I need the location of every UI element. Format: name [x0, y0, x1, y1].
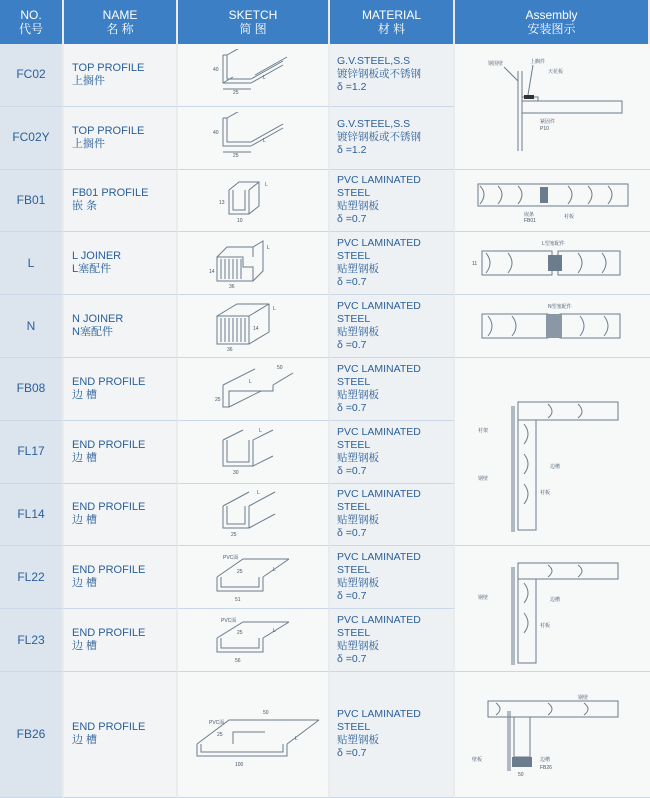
svg-text:紧固件: 紧固件	[539, 119, 555, 126]
svg-text:50: 50	[517, 772, 524, 778]
assembly-n	[455, 295, 650, 358]
svg-text:L: L	[267, 245, 270, 252]
svg-text:L: L	[257, 490, 260, 497]
svg-text:P10: P10	[539, 126, 549, 133]
svg-text:40: 40	[213, 66, 219, 73]
svg-text:L: L	[249, 378, 252, 385]
svg-text:N型塞配件: N型塞配件	[547, 304, 572, 311]
row-material: G.V.STEEL,S.S 镀锌钢板或不锈钢 δ =1.2	[330, 44, 455, 107]
row-name: END PROFILE 边 槽	[64, 484, 178, 547]
svg-text:30: 30	[233, 469, 239, 476]
row-material: PVC LAMINATED STEEL 贴塑钢板 δ =0.7	[330, 421, 455, 484]
row-no: FC02Y	[0, 107, 64, 170]
svg-text:上搁件: 上搁件	[529, 59, 545, 66]
sketch-fl22	[178, 546, 330, 609]
svg-text:FB01: FB01	[523, 218, 536, 225]
row-no: L	[0, 232, 64, 295]
row-material: PVC LAMINATED STEEL 贴塑钢板 δ =0.7	[330, 484, 455, 547]
header-name: NAME 名 称	[64, 0, 178, 44]
sketch-fc02	[178, 44, 330, 107]
svg-text:L: L	[265, 182, 268, 189]
svg-text:钢壁: 钢壁	[477, 594, 488, 601]
row-name: TOP PROFILE 上搁件	[64, 107, 178, 170]
svg-text:FB26: FB26	[539, 765, 552, 772]
svg-text:衬架: 衬架	[477, 427, 488, 434]
assembly-fl-b	[455, 546, 650, 672]
svg-text:L: L	[263, 74, 266, 81]
row-name: END PROFILE 边 槽	[64, 672, 178, 798]
svg-text:边槽: 边槽	[549, 463, 560, 470]
row-material: PVC LAMINATED STEEL 贴塑钢板 δ =0.7	[330, 358, 455, 421]
row-material: PVC LAMINATED STEEL 贴塑钢板 δ =0.7	[330, 672, 455, 798]
svg-text:L: L	[295, 736, 298, 743]
svg-text:PVC面: PVC面	[223, 555, 239, 562]
row-name: END PROFILE 边 槽	[64, 421, 178, 484]
svg-text:36: 36	[227, 347, 233, 353]
row-no: FB08	[0, 358, 64, 421]
row-no: FL17	[0, 421, 64, 484]
sketch-fl17	[178, 421, 330, 484]
svg-text:11: 11	[471, 261, 477, 268]
row-name: TOP PROFILE 上搁件	[64, 44, 178, 107]
svg-text:L: L	[273, 628, 276, 635]
row-no: FB01	[0, 170, 64, 233]
svg-text:边槽: 边槽	[539, 757, 550, 764]
header-material: MATERIAL 材 料	[330, 0, 455, 44]
row-material: PVC LAMINATED STEEL 贴塑钢板 δ =0.7	[330, 170, 455, 233]
svg-text:25: 25	[233, 152, 239, 159]
svg-text:25: 25	[233, 89, 239, 96]
assembly-fb26	[455, 672, 650, 798]
svg-text:边槽: 边槽	[549, 596, 560, 603]
svg-text:衬板: 衬板	[539, 622, 550, 629]
svg-text:51: 51	[235, 597, 241, 604]
svg-text:13: 13	[219, 200, 225, 207]
svg-text:衬板: 衬板	[539, 489, 550, 496]
svg-text:衬板: 衬板	[563, 214, 574, 221]
row-no: FC02	[0, 44, 64, 107]
row-name: END PROFILE 边 槽	[64, 609, 178, 672]
svg-text:L型塞配件: L型塞配件	[541, 241, 565, 248]
row-no: FL23	[0, 609, 64, 672]
sketch-fb26	[178, 672, 330, 798]
row-name: N JOINER N塞配件	[64, 295, 178, 358]
svg-text:10: 10	[237, 218, 243, 225]
assembly-l	[455, 232, 650, 295]
row-no: FB26	[0, 672, 64, 798]
row-material: PVC LAMINATED STEEL 贴塑钢板 δ =0.7	[330, 295, 455, 358]
svg-text:50: 50	[263, 710, 269, 717]
row-name: END PROFILE 边 槽	[64, 358, 178, 421]
assembly-fb01	[455, 170, 650, 233]
row-name: FB01 PROFILE 嵌 条	[64, 170, 178, 233]
svg-text:L: L	[273, 567, 276, 574]
sketch-fc02y	[178, 107, 330, 170]
row-no: FL22	[0, 546, 64, 609]
svg-text:25: 25	[215, 396, 221, 403]
svg-text:PVC面: PVC面	[209, 720, 225, 727]
svg-text:40: 40	[213, 129, 219, 136]
sketch-fb01	[178, 170, 330, 233]
svg-text:壁板: 壁板	[471, 757, 482, 764]
assembly-fl-a	[455, 358, 650, 546]
svg-text:100: 100	[235, 762, 244, 769]
svg-text:25: 25	[217, 732, 223, 739]
svg-text:天花板: 天花板	[547, 69, 563, 76]
svg-text:L: L	[273, 306, 276, 313]
row-material: PVC LAMINATED STEEL 贴塑钢板 δ =0.7	[330, 546, 455, 609]
svg-text:L: L	[259, 427, 262, 434]
row-material: PVC LAMINATED STEEL 贴塑钢板 δ =0.7	[330, 609, 455, 672]
sketch-fb08	[178, 358, 330, 421]
svg-text:钢围壁: 钢围壁	[487, 61, 503, 68]
svg-text:14: 14	[209, 269, 215, 276]
svg-text:25: 25	[237, 630, 243, 637]
header-no: NO. 代号	[0, 0, 64, 44]
svg-text:14: 14	[253, 326, 259, 333]
svg-text:56: 56	[235, 658, 241, 665]
sketch-n-joiner	[178, 295, 330, 358]
row-no: N	[0, 295, 64, 358]
svg-text:PVC面: PVC面	[221, 618, 237, 625]
svg-text:36: 36	[229, 284, 235, 290]
header-assembly: Assembly 安装图示	[455, 0, 650, 44]
row-name: L JOINER L塞配件	[64, 232, 178, 295]
svg-text:L: L	[263, 137, 266, 144]
row-material: G.V.STEEL,S.S 镀锌钢板或不锈钢 δ =1.2	[330, 107, 455, 170]
row-material: PVC LAMINATED STEEL 贴塑钢板 δ =0.7	[330, 232, 455, 295]
sketch-l-joiner	[178, 232, 330, 295]
svg-text:钢壁: 钢壁	[577, 695, 588, 702]
header-sketch: SKETCH 简 图	[178, 0, 330, 44]
row-no: FL14	[0, 484, 64, 547]
sketch-fl23	[178, 609, 330, 672]
svg-text:25: 25	[231, 532, 237, 539]
svg-text:25: 25	[237, 569, 243, 576]
svg-text:钢壁: 钢壁	[477, 475, 488, 482]
sketch-fl14	[178, 484, 330, 547]
svg-text:嵌条: 嵌条	[523, 212, 534, 219]
assembly-fc	[455, 44, 650, 170]
row-name: END PROFILE 边 槽	[64, 546, 178, 609]
svg-text:50: 50	[277, 364, 283, 371]
